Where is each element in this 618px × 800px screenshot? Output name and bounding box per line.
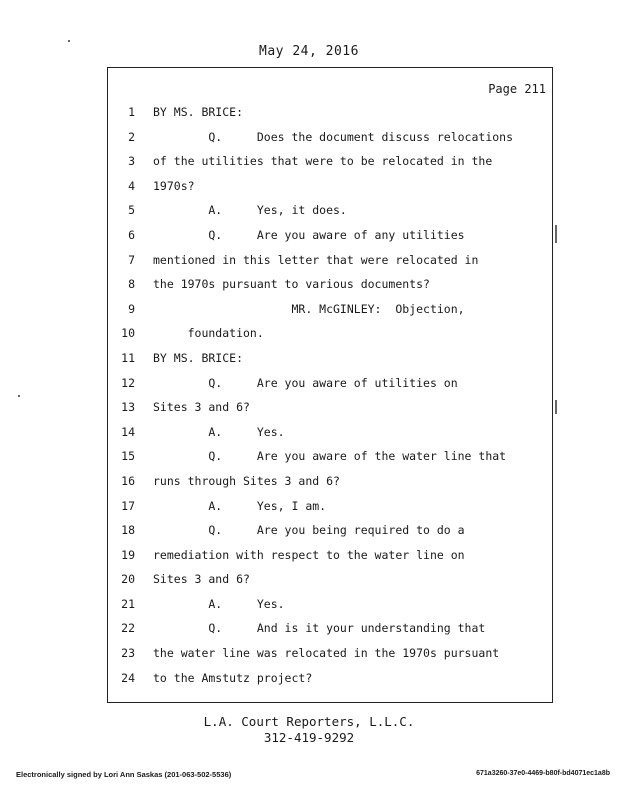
- line-text: remediation with respect to the water line on: [153, 547, 465, 562]
- document-id: 671a3260-37e0-4469-b80f-bd4071ec1a8b: [476, 770, 610, 777]
- transcript-line: [115, 494, 545, 519]
- line-text: foundation.: [153, 326, 264, 341]
- line-number: 13: [121, 400, 135, 415]
- line-text: BY MS. BRICE:: [153, 105, 244, 119]
- line-number: 16: [121, 473, 135, 488]
- line-number: 9: [128, 301, 135, 316]
- transcript-date: May 24, 2016: [259, 44, 359, 59]
- line-text: Sites 3 and 6?: [153, 400, 250, 415]
- transcript-line: [115, 543, 545, 568]
- line-text: Q. Are you being required to do a: [153, 523, 465, 538]
- line-number: 10: [121, 326, 135, 341]
- transcript-line: [115, 223, 545, 248]
- line-text: of the utilities that were to be relocated in the: [153, 154, 493, 169]
- line-text: the water line was relocated in the 1970s pursuant: [153, 646, 500, 661]
- line-text: BY MS. BRICE:: [153, 350, 244, 365]
- transcript-line: [115, 444, 545, 469]
- page-number: Page 211: [488, 82, 546, 96]
- line-number: 18: [121, 523, 135, 538]
- transcript-line: [115, 272, 545, 297]
- line-number: 1: [128, 105, 135, 119]
- line-number: 12: [121, 375, 135, 390]
- transcript-line: [115, 100, 545, 125]
- transcript-line: [115, 616, 545, 641]
- transcript-line: [115, 346, 545, 371]
- line-number: 4: [128, 178, 135, 193]
- line-text: A. Yes, I am.: [153, 498, 327, 513]
- transcript-line: [115, 371, 545, 396]
- line-number: 2: [128, 129, 135, 144]
- transcript-line: [115, 297, 545, 322]
- line-text: A. Yes.: [153, 596, 285, 611]
- line-number: 21: [121, 596, 135, 611]
- transcript-line: [115, 149, 545, 174]
- transcript-line: [115, 248, 545, 273]
- line-text: Q. Are you aware of utilities on: [153, 375, 458, 390]
- transcript-line: [115, 198, 545, 223]
- transcript-line: [115, 592, 545, 617]
- scan-mark: [555, 225, 557, 243]
- scan-mark: [555, 400, 557, 414]
- line-text: runs through Sites 3 and 6?: [153, 473, 340, 488]
- transcript-line: [115, 518, 545, 543]
- line-text: to the Amstutz project?: [153, 670, 313, 685]
- line-number: 6: [128, 227, 135, 242]
- transcript-lines: [115, 100, 545, 690]
- line-number: 8: [128, 277, 135, 292]
- transcript-line: [115, 641, 545, 666]
- line-number: 14: [121, 424, 135, 439]
- line-number: 17: [121, 498, 135, 513]
- line-text: Q. Are you aware of any utilities: [153, 227, 465, 242]
- line-number: 11: [121, 350, 135, 365]
- line-number: 23: [121, 646, 135, 661]
- scan-mark: [68, 40, 70, 42]
- electronic-signature: Electronically signed by Lori Ann Saskas (201-063-502-5536): [16, 770, 232, 779]
- line-text: the 1970s pursuant to various documents?: [153, 277, 430, 292]
- transcript-line: [115, 174, 545, 199]
- transcript-line: [115, 125, 545, 150]
- line-text: 1970s?: [153, 178, 195, 193]
- line-text: Q. And is it your understanding that: [153, 621, 486, 636]
- line-number: 24: [121, 670, 135, 685]
- line-text: A. Yes, it does.: [153, 203, 347, 218]
- line-number: 5: [128, 203, 135, 218]
- court-reporter-name: L.A. Court Reporters, L.L.C.: [203, 714, 415, 729]
- line-number: 22: [121, 621, 135, 636]
- transcript-line: [115, 395, 545, 420]
- transcript-line: [115, 666, 545, 691]
- line-text: A. Yes.: [153, 424, 285, 439]
- transcript-line: [115, 469, 545, 494]
- line-number: 20: [121, 572, 135, 587]
- line-number: 19: [121, 547, 135, 562]
- line-text: MR. McGINLEY: Objection,: [153, 301, 465, 316]
- transcript-line: [115, 321, 545, 346]
- scan-mark: [18, 395, 20, 397]
- line-number: 7: [128, 252, 135, 267]
- line-number: 3: [128, 154, 135, 169]
- line-text: Q. Does the document discuss relocations: [153, 129, 514, 144]
- line-text: Q. Are you aware of the water line that: [153, 449, 507, 464]
- transcript-line: [115, 567, 545, 592]
- court-reporter-phone: 312-419-9292: [263, 730, 355, 745]
- line-number: 15: [121, 449, 135, 464]
- line-text: mentioned in this letter that were relocated in: [153, 252, 479, 267]
- transcript-line: [115, 420, 545, 445]
- line-text: Sites 3 and 6?: [153, 572, 250, 587]
